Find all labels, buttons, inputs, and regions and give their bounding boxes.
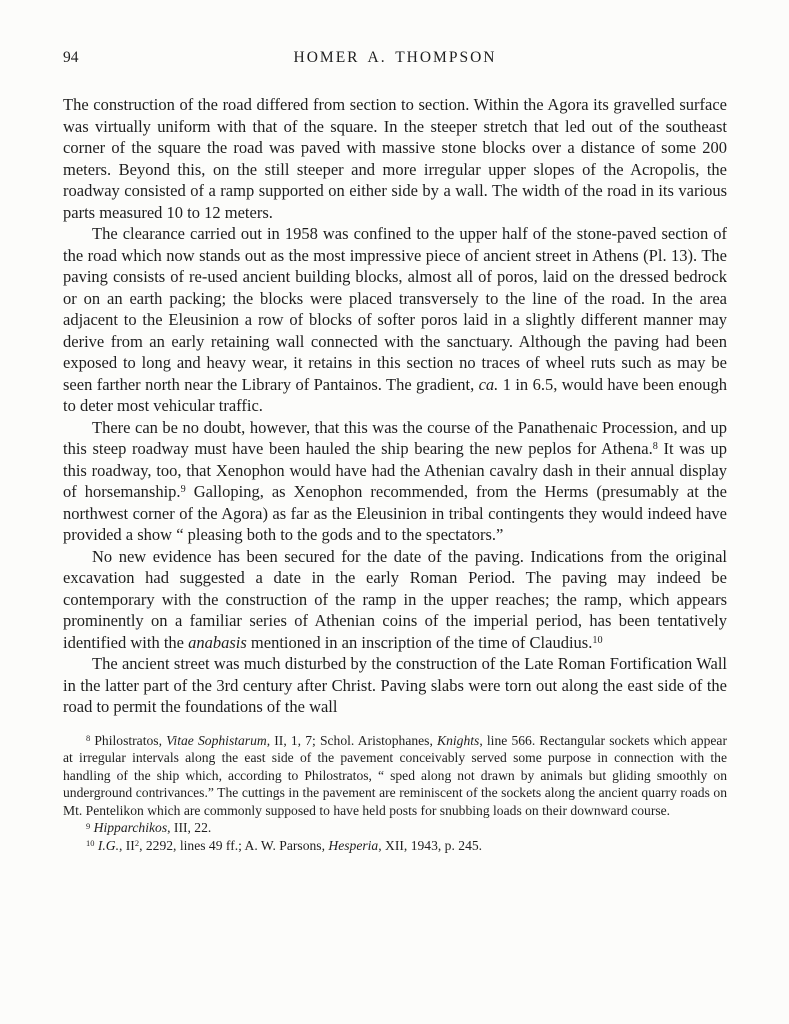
text-run: , II, 1, 7; Schol. Aristophanes, xyxy=(266,732,438,748)
footnote-marker: 9 xyxy=(180,484,186,496)
paragraph xyxy=(63,417,727,546)
footnote-marker: 9 xyxy=(86,820,91,831)
footnote-marker: 10 xyxy=(592,634,603,646)
footnote xyxy=(63,819,727,837)
text-run: mentioned in an inscription of the time of Claudius. xyxy=(246,632,593,652)
page-header xyxy=(63,49,727,67)
footnote-marker: 8 xyxy=(652,441,658,453)
text-run: The construction of the road differed from section to section. Within the Agora its gravelled surface was virtually uniform with that of the square. In the steeper stretch that led out of the southeast corner of the square the road was paved with massive stone blocks over a distance of some 200 meters. Beyond this, on the still steeper and more irregular upper slopes of the Acropolis, the roadway consisted of a ramp supported on either side by a wall. The width of the road in its various parts measured 10 to 12 meters. xyxy=(63,95,727,222)
text-run: 1 in 6.5, would have been enough to deter most vehicular traffic. xyxy=(63,374,727,415)
text-run: ca. xyxy=(478,374,499,394)
text-run: , 2292, lines 49 ff.; A. W. Parsons, xyxy=(139,838,329,854)
text-run: Galloping, as Xenophon recommended, from the Herms (presumably at the northwest corner of the Agora) as far as the Eleusinion in tribal contingents they would indeed have provided a show “ pleasing both to the gods and to the spectators.” xyxy=(63,482,727,544)
text-run: No new evidence has been secured for the date of the paving. Indications from the original excavation had suggested a date in the early Roman Period. The paving may indeed be contemporary with the construction of the ramp in the upper reaches; the ramp, which appears prominently on a familiar series of Athenian coins of the imperial period, has been tentatively identified with the xyxy=(63,546,727,652)
body-text xyxy=(63,94,727,718)
text-run: Vitae Sophistarum xyxy=(166,732,267,748)
paragraph xyxy=(63,223,727,417)
page-number: 94 xyxy=(63,49,79,66)
text-run: There can be no doubt, however, that this was the course of the Panathenaic Procession, and up this steep roadway must have been hauled the ship bearing the new peplos for Athena. xyxy=(63,417,727,458)
text-run: , III, 22. xyxy=(167,820,212,836)
text-run: It was up this roadway, too, that Xenophon would have had the Athenian cavalry dash in their annual display of horsemanship. xyxy=(63,439,727,501)
footnote-marker: 10 xyxy=(86,838,95,849)
running-head: HOMER A. THOMPSON xyxy=(293,49,497,66)
footnote-marker: 8 xyxy=(86,732,91,743)
text-run: The clearance carried out in 1958 was confined to the upper half of the stone-paved section of the road which now stands out as the most impressive piece of ancient street in Athens (Pl. 13). The paving consists of re-used ancient building blocks, almost all of poros, laid on the dressed bedrock or on an earth packing; the blocks were placed transversely to the line of the road. In the area adjacent to the Eleusinion a row of blocks of softer poros laid in a slightly different manner may derive from an early retaining wall connected with the sanctuary. Although the paving had been exposed to long and heavy wear, it retains in this section no traces of wheel ruts such as may be seen farther north near the Library of Pantainos. The gradient, xyxy=(63,224,727,394)
text-run: , XII, 1943, p. 245. xyxy=(378,838,483,854)
text-run: The ancient street was much disturbed by the construction of the Late Roman Fortification Wall in the latter part of the 3rd century after Christ. Paving slabs were torn out along the east side of the road to permit the foundations of the wall xyxy=(63,654,727,716)
text-run: Hipparchikos xyxy=(93,820,168,836)
text-run: I.G. xyxy=(97,838,119,854)
paragraph xyxy=(63,653,727,718)
text-run: Philostratos, xyxy=(90,732,167,748)
text-run: anabasis xyxy=(188,632,247,652)
footnote-marker: 2 xyxy=(134,838,140,849)
text-run: , II xyxy=(118,838,135,854)
paragraph xyxy=(63,546,727,654)
footnote xyxy=(63,732,727,820)
footnote xyxy=(63,837,727,855)
page-content xyxy=(63,49,727,855)
footnotes xyxy=(63,732,727,855)
text-run: Hesperia xyxy=(328,838,379,854)
text-run: Knights xyxy=(437,732,480,748)
paragraph xyxy=(63,94,727,223)
text-run: , line 566. Rectangular sockets which appear at irregular intervals along the east side of the pavement conceivably served some purpose in connection with the handling of the ship which, according to Philostratos, “ sped along not drawn by animals but gliding smoothly on underground contrivances.” The cuttings in the pavement are reminiscent of the sockets along the ancient quarry roads on Mt. Pentelikon which are commonly supposed to have held posts for snubbing loads on their downward course. xyxy=(63,732,727,818)
